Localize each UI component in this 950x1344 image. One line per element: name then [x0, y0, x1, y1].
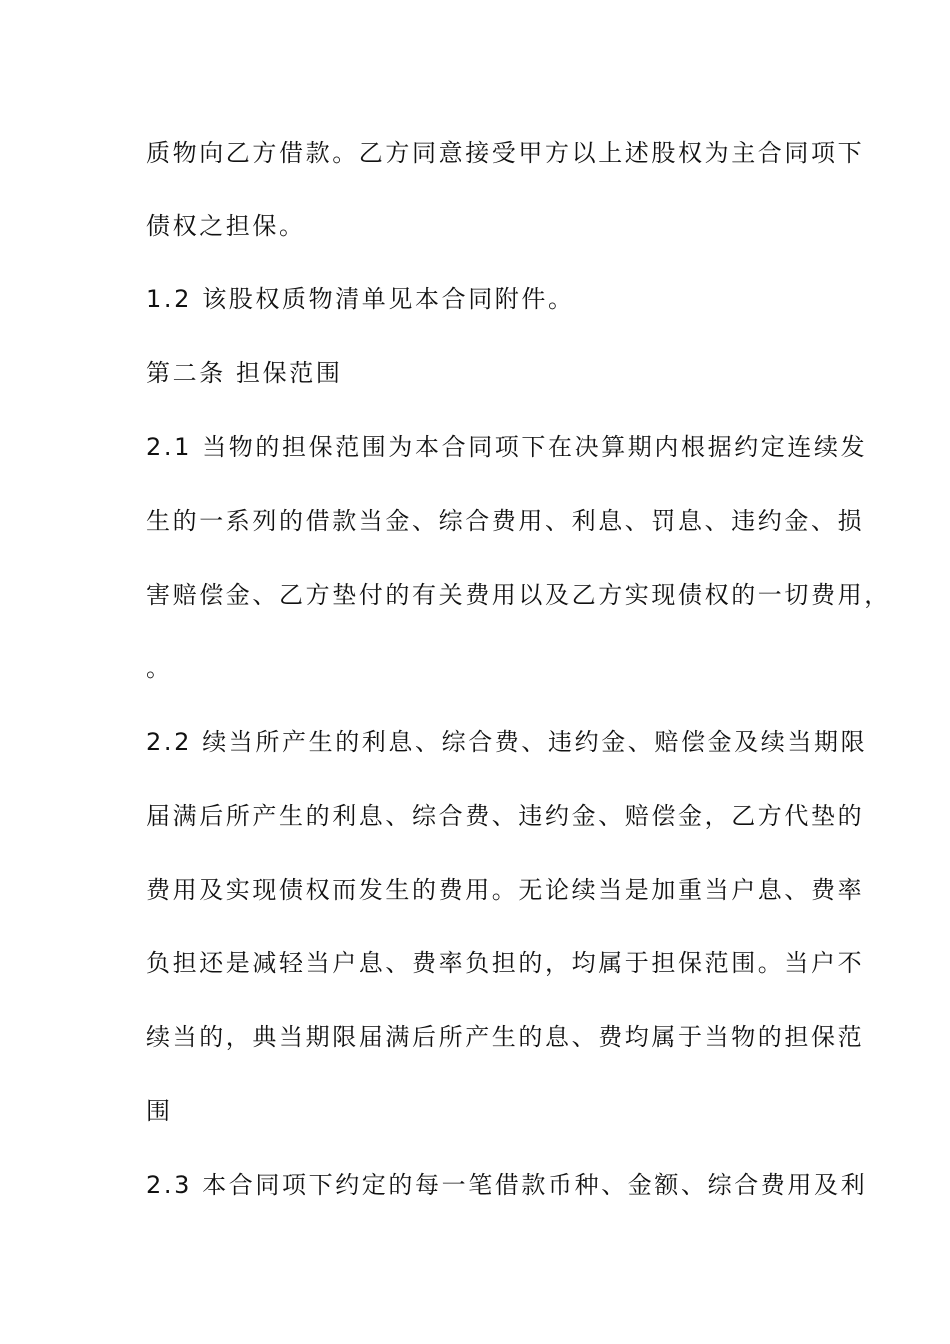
text-line: 害赔偿金、乙方垫付的有关费用以及乙方实现债权的一切费用， — [146, 581, 891, 609]
text-line: 2.2 续当所产生的利息、综合费、违约金、赔偿金及续当期限 — [146, 728, 868, 756]
text-line: 续当的，典当期限届满后所产生的息、费均属于当物的担保范 — [146, 1023, 865, 1051]
text-line: 1.2 该股权质物清单见本合同附件。 — [146, 285, 575, 313]
text-line: 质物向乙方借款。乙方同意接受甲方以上述股权为主合同项下 — [146, 139, 865, 167]
text-line: 负担还是减轻当户息、费率负担的，均属于担保范围。当户不 — [146, 949, 865, 977]
text-line: 债权之担保。 — [146, 212, 306, 240]
section-heading: 第二条 担保范围 — [146, 359, 343, 387]
text-line: 生的一系列的借款当金、综合费用、利息、罚息、违约金、损 — [146, 507, 865, 535]
text-line: 。 — [146, 654, 173, 682]
text-line: 2.1 当物的担保范围为本合同项下在决算期内根据约定连续发 — [146, 433, 868, 461]
text-line: 2.3 本合同项下约定的每一笔借款币种、金额、综合费用及利 — [146, 1171, 868, 1199]
text-line: 围 — [146, 1097, 173, 1125]
text-line: 届满后所产生的利息、综合费、违约金、赔偿金，乙方代垫的 — [146, 802, 865, 830]
text-line: 费用及实现债权而发生的费用。无论续当是加重当户息、费率 — [146, 876, 865, 904]
